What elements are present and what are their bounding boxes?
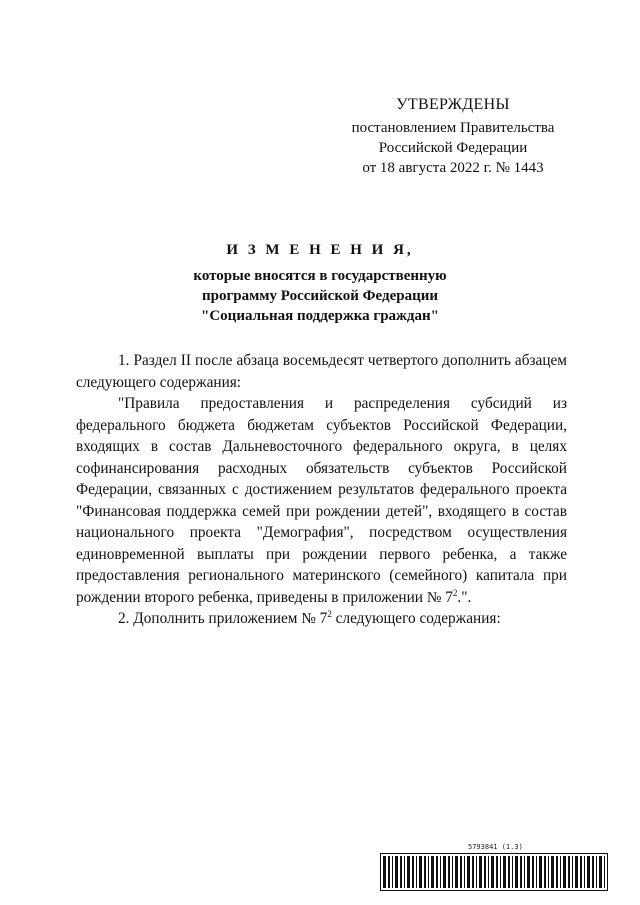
heading-subtitle-line-1: которые вносятся в государственную bbox=[193, 268, 447, 284]
paragraph-2-superscript: 2 bbox=[452, 587, 458, 598]
heading-subtitle-line-3: "Социальная поддержка граждан" bbox=[201, 308, 439, 324]
paragraph-2-tail: .". bbox=[457, 588, 472, 606]
approval-line-federation: Российской Федерации bbox=[378, 140, 528, 156]
document-title: И З М Е Н Е Н И Я, bbox=[226, 242, 414, 258]
paragraph-3-text: 2. Дополнить приложением № 7 bbox=[118, 610, 328, 627]
heading-subtitle-line-2: программу Российской Федерации bbox=[201, 288, 439, 304]
approval-line-resolution: постановлением Правительства bbox=[351, 120, 555, 136]
approval-line-date-number: от 18 августа 2022 г. № 1443 bbox=[362, 160, 544, 176]
paragraph-3 bbox=[76, 608, 567, 630]
approval-title: УТВЕРЖДЕНЫ bbox=[396, 96, 510, 113]
document-body bbox=[76, 350, 567, 630]
barcode-image bbox=[380, 853, 608, 891]
paragraph-2 bbox=[76, 393, 567, 608]
paragraph-2-text: "Правила предоставления и распределения субсидий из федерального бюджета бюджетам субъектов Российской Федерации, входящих в состав Дальневосточного федерального округа, в целях софинансирования расходных обязательств субъектов Российской Федерации, связанных с достижением результатов федерального проекта "Финансовая поддержка семей при рождении детей", входящего в состав национального проекта "Демография", посредством осуществления единовременной выплаты при рождении первого ребенка, а также предоставления регионального материнского (семейного) капитала при рождении второго ребенка, приведены в приложении № 7 bbox=[76, 395, 567, 606]
approval-stamp bbox=[330, 95, 576, 178]
paragraph-1: 1. Раздел II после абзаца восемьдесят четвертого дополнить абзацем следующего содержания: bbox=[76, 352, 567, 391]
document-heading bbox=[60, 240, 580, 326]
barcode-number: 5793841 (1.3) bbox=[468, 843, 523, 851]
paragraph-3-superscript: 2 bbox=[327, 609, 332, 619]
paragraph-3-tail: следующего содержания: bbox=[331, 610, 501, 627]
document-barcode bbox=[380, 843, 608, 893]
